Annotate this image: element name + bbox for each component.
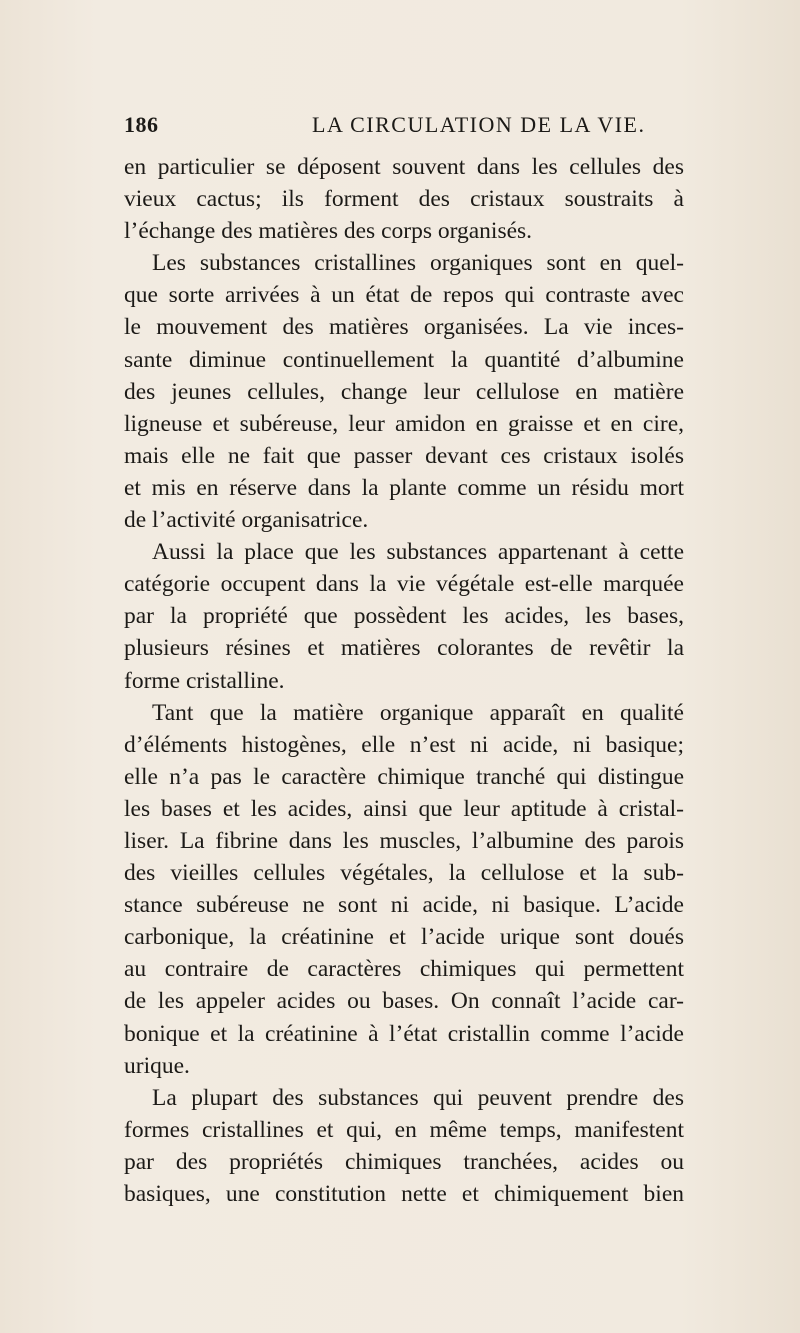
page-number: 186 [124, 112, 159, 137]
text-line: de l’activité organisatrice. [124, 507, 369, 534]
text-line: La plupart des substances qui peuvent prendre des [152, 1084, 684, 1111]
text-line: que sorte arrivées à un état de repos qui contraste avec [124, 282, 684, 309]
text-line: de les appeler acides ou bases. On connaît l’acide car- [124, 988, 684, 1015]
text-line: urique. [124, 1052, 190, 1079]
running-head: LA CIRCULATION DE LA VIE. [312, 112, 646, 137]
text-line: Aussi la place que les substances appartenant à cette [152, 539, 684, 566]
text-line: stance subéreuse ne sont ni acide, ni basique. L’acide [124, 892, 684, 919]
text-line: en particulier se déposent souvent dans les cellules des [124, 154, 684, 180]
text-line: des jeunes cellules, change leur cellulose en matière [124, 378, 684, 405]
text-line: Tant que la matière organique apparaît en qualité [152, 699, 684, 726]
text-line: mais elle ne fait que passer devant ces cristaux isolés [124, 442, 684, 469]
text-line: Les substances cristallines organiques sont en quel- [152, 250, 684, 277]
text-line: basiques, une constitution nette et chimiquement bien [124, 1181, 684, 1207]
text-line: formes cristallines et qui, en même temps, manifestent [124, 1116, 684, 1143]
body-text [124, 151, 684, 1210]
text-line: par des propriétés chimiques tranchées, acides ou [124, 1148, 684, 1175]
text-line: ligneuse et subéreuse, leur amidon en graisse et en cire, [124, 410, 684, 437]
text-line: catégorie occupent dans la vie végétale est-elle marquée [124, 571, 684, 598]
text-line: forme cristalline. [124, 667, 285, 694]
text-line: carbonique, la créatinine et l’acide urique sont doués [124, 924, 684, 951]
text-line: elle n’a pas le caractère chimique tranché qui distingue [124, 763, 684, 790]
text-line: vieux cactus; ils forment des cristaux soustraits à [124, 186, 684, 213]
page-header [124, 112, 684, 144]
text-line: par la propriété que possèdent les acides, les bases, [124, 603, 684, 630]
text-line: l’échange des matières des corps organisés. [124, 218, 533, 245]
text-line: au contraire de caractères chimiques qui permettent [124, 956, 684, 983]
text-line: sante diminue continuellement la quantité d’albumine [124, 346, 684, 373]
text-line: plusieurs résines et matières colorantes de revêtir la [124, 635, 684, 662]
text-line: des vieilles cellules végétales, la cellulose et la sub- [124, 860, 684, 887]
text-line: les bases et les acides, ainsi que leur aptitude à cristal- [124, 795, 684, 822]
text-line: le mouvement des matières organisées. La vie inces- [124, 314, 684, 341]
text-line: d’éléments histogènes, elle n’est ni acide, ni basique; [124, 731, 684, 758]
text-line: et mis en réserve dans la plante comme un résidu mort [124, 474, 684, 501]
text-line: liser. La fibrine dans les muscles, l’albumine des parois [124, 827, 684, 854]
text-line: bonique et la créatinine à l’état cristallin comme l’acide [124, 1020, 684, 1047]
